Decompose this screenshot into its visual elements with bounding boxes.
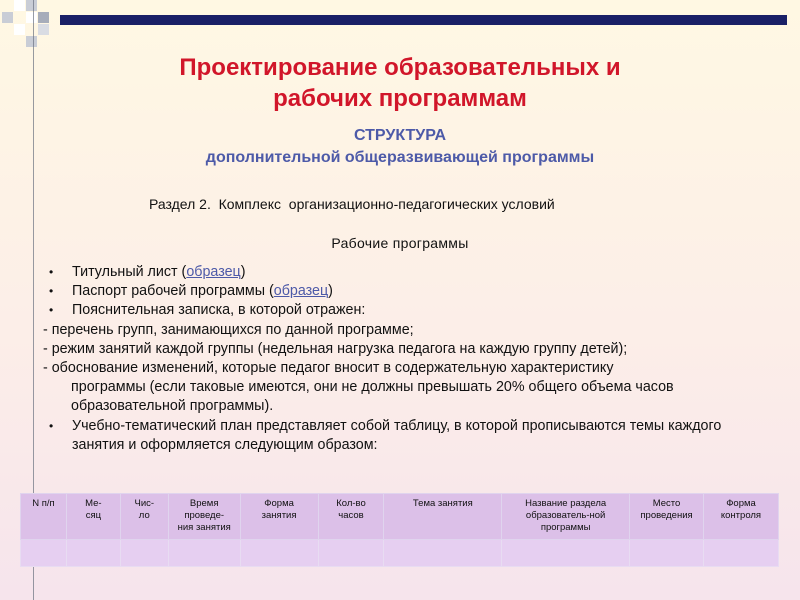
table-cell[interactable] bbox=[168, 540, 240, 567]
list-item-passport: • Паспорт рабочей программы (образец) bbox=[43, 282, 773, 301]
dash-item-changes-rest: программы (если таковые имеются, они не должны превышать 20% общего объема часов образовательной программы). bbox=[71, 379, 674, 415]
subtitle-line-1: СТРУКТУРА bbox=[353, 127, 447, 144]
bullet-icon: • bbox=[49, 284, 54, 299]
table-cell[interactable] bbox=[630, 540, 704, 567]
header-class-form: Форма занятия bbox=[240, 494, 318, 540]
list-item-explanatory-note: • Пояснительная записка, в которой отражен: bbox=[43, 301, 773, 320]
table-cell[interactable] bbox=[66, 540, 120, 567]
header-day: Чис- ло bbox=[120, 494, 168, 540]
section-heading: Раздел 2. Комплекс организационно-педагогических условий bbox=[149, 196, 555, 212]
dash-item-groups: - перечень групп, занимающихся по данной программе; bbox=[43, 321, 414, 338]
subtitle-line-2: дополнительной общеразвивающей программы bbox=[205, 149, 595, 166]
bullet-icon: • bbox=[49, 265, 54, 279]
table-cell[interactable] bbox=[240, 540, 318, 567]
header-hours: Кол-во часов bbox=[318, 494, 384, 540]
corner-squares-decoration bbox=[0, 0, 70, 50]
table-cell[interactable] bbox=[704, 540, 779, 567]
header-number: N п/п bbox=[21, 494, 67, 540]
work-programs-heading: Рабочие программы bbox=[331, 235, 469, 251]
table-cell[interactable] bbox=[120, 540, 168, 567]
list-item-curriculum-plan: • Учебно-тематический план представляет собой таблицу, в которой прописываются темы каждого занятия и оформляется следующим образом: bbox=[49, 417, 722, 453]
slide-title: Проектирование образовательных и рабочих программам bbox=[179, 54, 621, 112]
table-cell[interactable] bbox=[384, 540, 502, 567]
header-control-form: Форма контроля bbox=[704, 494, 779, 540]
table-row bbox=[21, 540, 779, 567]
header-section-name: Название раздела образователь-ной программы bbox=[502, 494, 630, 540]
list-item-title-page: • Титульный лист (образец) bbox=[43, 263, 773, 282]
header-location: Место проведения bbox=[630, 494, 704, 540]
curriculum-table bbox=[20, 493, 779, 567]
sample-link-title-page[interactable]: образец bbox=[186, 264, 241, 280]
bullet-icon: • bbox=[49, 303, 54, 318]
structure-subtitle bbox=[100, 125, 700, 169]
table-header-row bbox=[21, 494, 779, 540]
table-cell[interactable] bbox=[21, 540, 67, 567]
table-cell[interactable] bbox=[318, 540, 384, 567]
curriculum-table-container bbox=[20, 493, 779, 567]
content-body bbox=[43, 263, 773, 455]
header-time: Время проведе- ния занятия bbox=[168, 494, 240, 540]
header-topic: Тема занятия bbox=[384, 494, 502, 540]
bullet-icon: • bbox=[49, 418, 54, 433]
table-cell[interactable] bbox=[502, 540, 630, 567]
header-month: Ме- сяц bbox=[66, 494, 120, 540]
header-bar bbox=[60, 15, 787, 25]
dash-item-changes-first: - обоснование изменений, которые педагог вносит в содержательную характеристику bbox=[43, 360, 614, 377]
dash-item-schedule: - режим занятий каждой группы (недельная нагрузка педагога на каждую группу детей); bbox=[43, 340, 628, 357]
sample-link-passport[interactable]: образец bbox=[273, 283, 329, 300]
